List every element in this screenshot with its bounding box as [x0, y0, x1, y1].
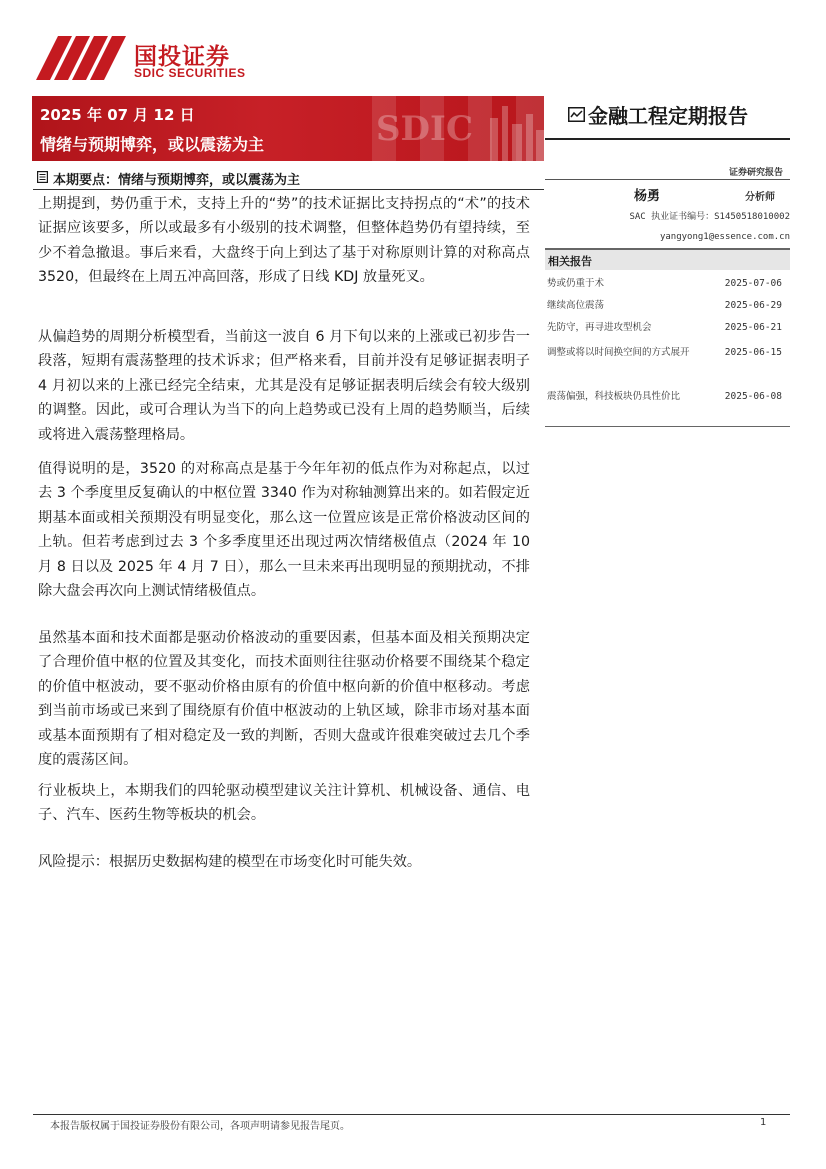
related-report-item[interactable]: [545, 338, 790, 382]
summary-divider: [33, 189, 544, 190]
report-date: 2025 年 07 月 12 日: [40, 106, 195, 124]
related-report-date: 2025-06-21: [724, 322, 782, 333]
company-logo: [36, 36, 276, 86]
logo-name-en: SDIC SECURITIES: [134, 66, 246, 80]
title-banner: [32, 96, 544, 161]
banner-skyline-icon: [372, 96, 544, 161]
related-report-item[interactable]: [545, 382, 790, 426]
related-reports-divider: [545, 426, 790, 427]
report-type-header: [568, 101, 790, 127]
related-report-date: 2025-06-15: [724, 347, 782, 358]
footer-divider: [33, 1114, 790, 1115]
footer-disclaimer: 本报告版权属于国投证券股份有限公司，各项声明请参见报告尾页。: [50, 1121, 350, 1132]
document-icon: [37, 171, 48, 183]
summary-header: [33, 166, 544, 190]
chart-line-icon: [568, 107, 585, 122]
summary-paragraph: 值得说明的是，3520 的对称高点是基于今年年初的低点作为对称起点，以过去 3 个季度里反复确认的中枢位置 3340 作为对称轴测算出来的。如若假定近期基本面或相关预期没有明显变化，那么这一位置应该是正常价格波动区间的上轨。但若考虑到过去 3 个多季度里还出现过两次情绪极值点（2024 年 10 月 8 日以及 2025 年 4 月 7 日），那么一旦未来再出现明显的预期扰动，不排除大盘会再次向上测试情绪极值点。: [38, 461, 530, 600]
summary-paragraph: 行业板块上，本期我们的四轮驱动模型建议关注计算机、机械设备、通信、电子、汽车、医药生物等板块的机会。: [38, 783, 530, 824]
related-report-title: 势或仍重于术: [547, 278, 605, 289]
related-report-date: 2025-06-29: [724, 300, 782, 311]
summary-paragraph: 上期提到，势仍重于术，支持上升的“势”的技术证据比支持拐点的“术”的技术证据应该要多，所以或最多有小级别的技术调整，但整体趋势仍有望持续，至少不着急撤退。事后来看，大盘终于向上到达了基于对称原则计算的对称高点 3520，但最终在上周五冲高回落，形成了日线 KDJ 放量死叉。: [38, 196, 530, 286]
risk-warning: 风险提示：根据历史数据构建的模型在市场变化时可能失效。: [38, 854, 422, 870]
report-subtype: 证券研究报告: [728, 168, 783, 178]
analyst-email[interactable]: yangyong1@essence.com.cn: [659, 232, 790, 242]
banner-watermark: SDIC: [376, 109, 474, 149]
summary-paragraph: 虽然基本面和技术面都是驱动价格波动的重要因素，但基本面及相关预期决定了合理价值中枢的位置及其变化，而技术面则往往驱动价格要不围绕某个稳定的价值中枢波动，要不驱动价格由原有的价值中枢向新的价值中枢移动。考虑到当前市场或已来到了围绕原有价值中枢波动的上轨区域，除非市场对基本面或基本面预期有了相对稳定及一致的判断，否则大盘或许很难突破过去几个季度的震荡区间。: [38, 630, 530, 769]
related-report-item[interactable]: [545, 272, 790, 294]
header-divider: [545, 138, 790, 140]
analyst-name: 杨勇: [634, 189, 661, 204]
related-report-date: 2025-07-06: [724, 278, 782, 289]
related-report-title: 继续高位震荡: [547, 300, 605, 311]
related-reports-list: [545, 272, 790, 426]
page-number: 1: [760, 1117, 767, 1128]
related-report-date: 2025-06-08: [724, 391, 782, 402]
summary-title: 本期要点：情绪与预期博弈，或以震荡为主: [53, 173, 301, 188]
related-report-item[interactable]: [545, 316, 790, 338]
logo-stripes-icon: [36, 36, 128, 80]
analyst-cert: SAC 执业证书编号：S1450518010002: [629, 212, 790, 222]
related-reports-title: 相关报告: [548, 255, 592, 268]
logo-name-cn: 国投证券: [134, 44, 230, 70]
analyst-role: 分析师: [745, 192, 775, 203]
report-type-label: 金融工程定期报告: [588, 103, 748, 128]
summary-paragraph: 从偏趋势的周期分析模型看，当前这一波自 6 月下旬以来的上涨或已初步告一段落，短期有震荡整理的技术诉求；但严格来看，目前并没有足够证据表明子 4 月初以来的上涨已经完全结束，尤其是没有足够证据表明后续会有较大级别的调整。因此，或可合理认为当下的向上趋势或已没有上周的趋势顺当，后续或将进入震荡整理格局。: [38, 329, 530, 443]
subtype-divider: [545, 179, 790, 180]
related-report-title: 调整或将以时间换空间的方式展开: [547, 347, 690, 358]
related-report-title: 震荡偏强，科技板块仍具性价比: [547, 391, 681, 402]
related-reports-header: [545, 248, 790, 270]
related-report-title: 先防守，再寻进攻型机会: [547, 322, 652, 333]
report-title: 情绪与预期博弈，或以震荡为主: [40, 135, 265, 154]
related-report-item[interactable]: [545, 294, 790, 316]
